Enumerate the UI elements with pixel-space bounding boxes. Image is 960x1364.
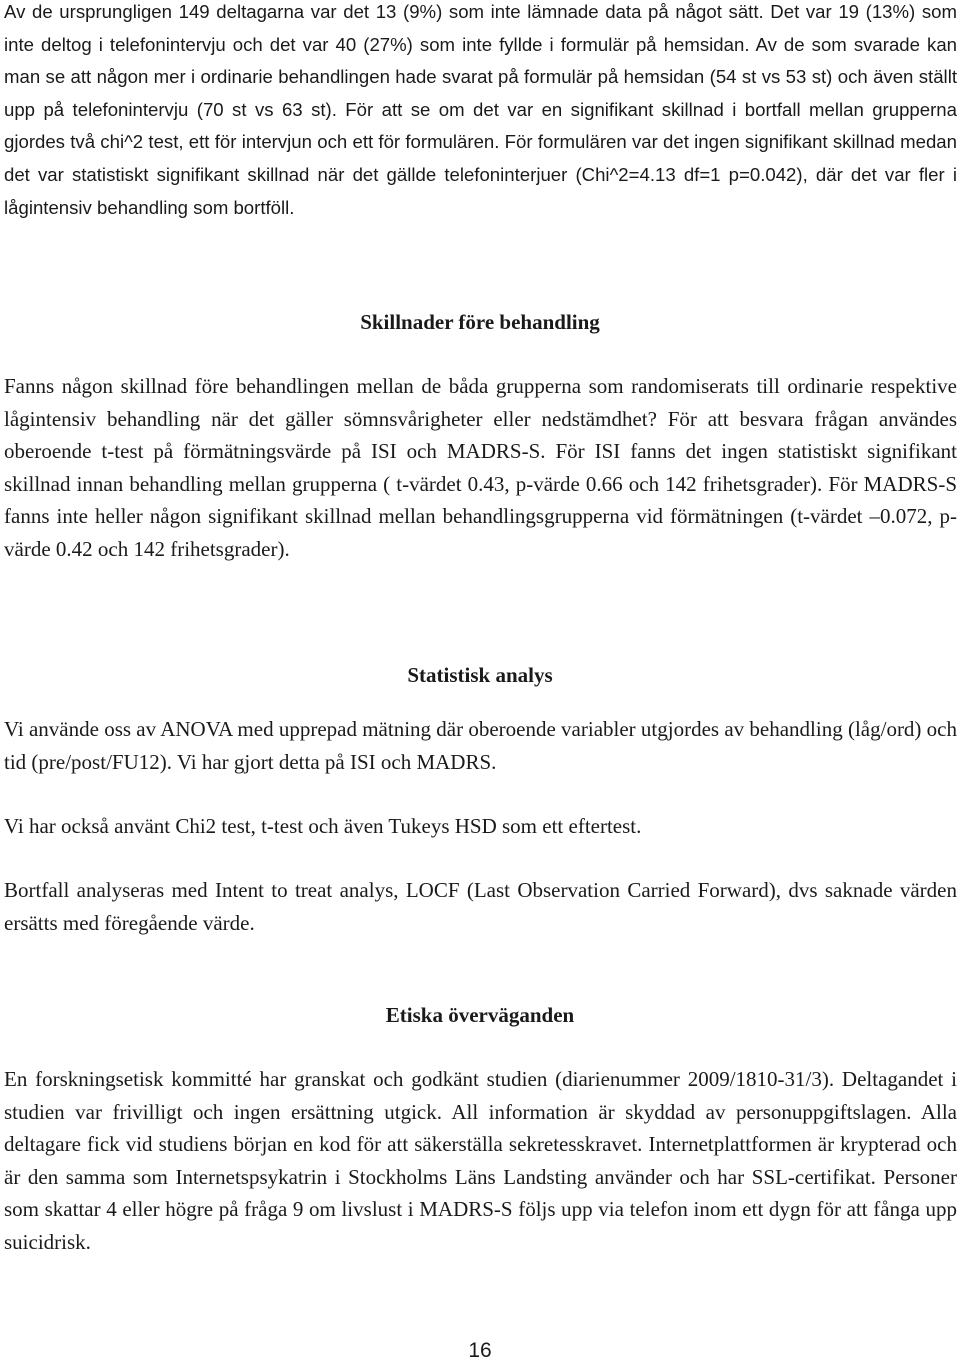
statistisk-paragraph-anova: Vi använde oss av ANOVA med upprepad mätning där oberoende variabler utgjordes av behandling (låg/ord) och tid (pre/post/FU12). Vi har gjort detta på ISI och MADRS. <box>4 717 957 774</box>
section-heading-statistisk: Statistisk analys <box>407 663 553 687</box>
section-heading-skillnader: Skillnader före behandling <box>360 310 600 334</box>
skillnader-paragraph: Fanns någon skillnad före behandlingen mellan de båda grupperna som randomiserats till ordinarie respektive lågintensiv behandling när det gäller sömnsvårigheter eller nedstämdhet? För att besvara frågan användes oberoende t-test på förmätningsvärde på ISI och MADRS-S. För ISI fanns det ingen statistiskt signifikant skillnad innan behandling mellan grupperna ( t-värdet 0.43, p-värde 0.66 och 142 frihetsgrader). För MADRS-S fanns inte heller någon signifikant skillnad mellan behandlingsgrupperna vid förmätningen (t-värdet –0.072, p-värde 0.42 och 142 frihetsgrader). <box>4 374 957 561</box>
page-number: 16 <box>468 1339 492 1362</box>
section-heading-etiska: Etiska överväganden <box>385 1003 575 1027</box>
etiska-paragraph: En forskningsetisk kommitté har granskat och godkänt studien (diarienummer 2009/1810-31/3). Deltagandet i studien var frivilligt och ingen ersättning utgick. All information är skyddad av personuppgiftslagen. Alla deltagare fick vid studiens början en kod för att säkerställa sekretesskravet. Internetplattformen är krypterad och är den samma som Internetspsykatrin i Stockholms Läns Landsting använder och har SSL-certifikat. Personer som skattar 4 eller högre på fråga 9 om livslust i MADRS-S följs upp via telefon inom ett dygn för att fånga upp suicidrisk. <box>4 1067 957 1254</box>
intro-paragraph: Av de ursprungligen 149 deltagarna var det 13 (9%) som inte lämnade data på något sätt. Det var 19 (13%) som inte deltog i telefonintervju och det var 40 (27%) som inte fyllde i formulär på hemsidan. Av de som svarade kan man se att någon mer i ordinarie behandlingen hade svarat på formulär på hemsidan (54 st vs 53 st) och även ställt upp på telefonintervju (70 st vs 63 st). För att se om det var en signifikant skillnad i bortfall mellan grupperna gjordes två chi^2 test, ett för intervjun och ett för formulären. För formulären var det ingen signifikant skillnad medan det var statistiskt signifikant skillnad när det gällde telefoninterjuer (Chi^2=4.13 df=1 p=0.042), där det var fler i lågintensiv behandling som bortföll. <box>4 1 957 218</box>
statistisk-paragraph-bortfall: Bortfall analyseras med Intent to treat analys, LOCF (Last Observation Carried Forward), dvs saknade värden ersätts med föregående värde. <box>4 878 957 935</box>
statistisk-paragraph-tests: Vi har också använt Chi2 test, t-test och även Tukeys HSD som ett eftertest. <box>4 814 642 838</box>
